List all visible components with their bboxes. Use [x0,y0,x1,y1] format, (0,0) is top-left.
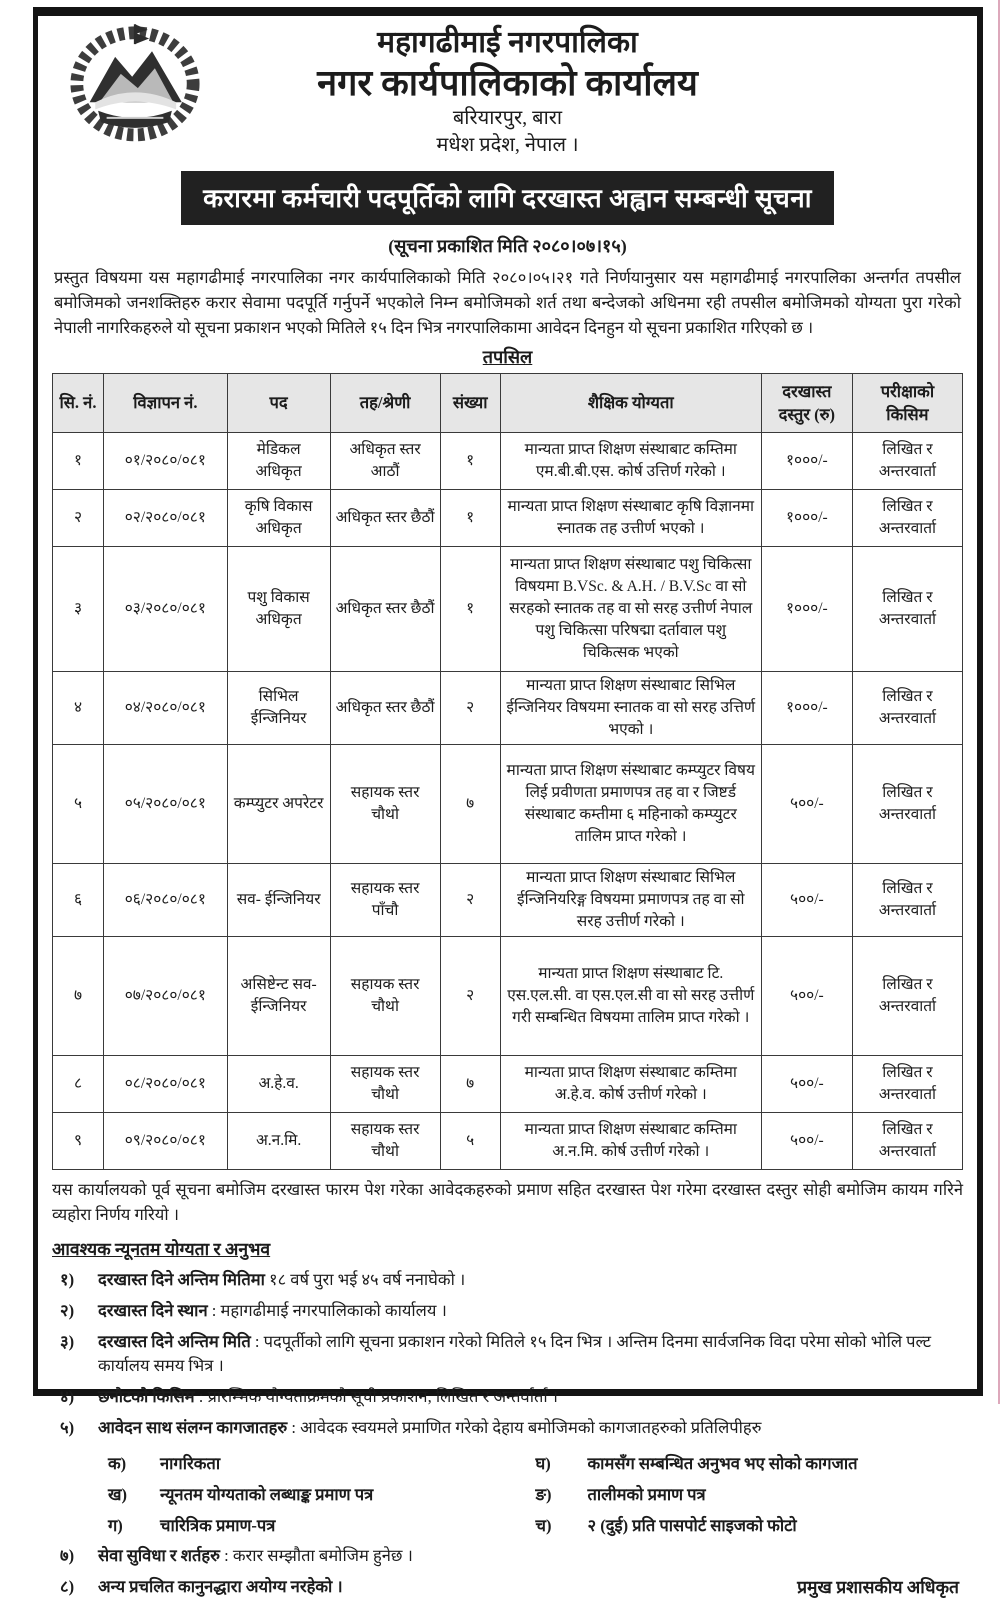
table-cell: मान्यता प्राप्त शिक्षण संस्थाबाट कम्तिमा अ.न.मि. कोर्ष उत्तीर्ण गरेको । [500,1112,761,1169]
table-cell: ७ [440,1055,500,1112]
table-cell: अधिकृत स्तर छैठौं [330,546,440,671]
table-row [53,546,963,671]
item-number: ७) [60,1546,75,1566]
documents-left-column [52,1444,508,1537]
document-header [52,20,963,159]
list-item-2 [52,1299,963,1323]
doc-letter: घ) [535,1453,551,1473]
doc-text: नागरिकता [160,1453,221,1473]
office-name: नगर कार्यपालिकाको कार्यालय [317,62,698,103]
item-number: १) [60,1270,75,1290]
table-cell: अ.न.मि. [227,1112,330,1169]
doc-letter: क) [108,1453,127,1473]
table-cell: ३ [53,546,104,671]
table-cell: मान्यता प्राप्त शिक्षण संस्थाबाट कम्तिमा एम.बी.बी.एस. कोर्ष उत्तिर्ण गरेको । [500,432,761,489]
item-number: ८) [60,1577,75,1597]
table-cell: ४ [53,671,104,744]
col-header-count: संख्या [440,373,500,432]
table-cell: मान्यता प्राप्त शिक्षण संस्थाबाट कम्प्युटर विषय लिई प्रवीणता प्रमाणपत्र तह वा र जिष्टर्ड संस्थाबाट कम्तीमा ६ महिनाको कम्प्युटर तालिम प्राप्त गरेको । [500,744,761,863]
table-cell: ६ [53,863,104,936]
table-cell: ०५/२०८०/०८१ [103,744,227,863]
table-cell: सिभिल ईन्जिनियर [227,671,330,744]
doc-text: कामसँग सम्बन्धित अनुभव भए सोको कागजात [587,1453,858,1473]
table-cell: १ [440,432,500,489]
requirements-heading: आवश्यक न्यूनतम योग्यता र अनुभव [52,1239,271,1260]
table-row [53,432,963,489]
table-cell: मान्यता प्राप्त शिक्षण संस्थाबाट टि. एस.एल.सी. वा एस.एल.सी वा सो सरह उत्तीर्ण गरी सम्बन्धित विषयमा तालिम प्राप्त गरेको । [500,936,761,1055]
table-cell: लिखित र अन्तरवार्ता [852,1055,962,1112]
doc-item-kha [52,1483,508,1506]
item-label: अन्य प्रचलित कानुनद्धारा अयोग्य नरहेको । [98,1577,343,1597]
table-cell: ५००/- [761,1112,852,1169]
table-cell: सहायक स्तर चौथो [330,744,440,863]
item-label: दरखास्त दिने स्थान [98,1301,208,1321]
table-cell: कृषि विकास अधिकृत [227,489,330,546]
item-text: : आवेदक स्वयमले प्रमाणित गरेको देहाय बमोजिमको कागजातहरुको प्रतिलिपीहरु [287,1418,762,1438]
table-cell: लिखित र अन्तरवार्ता [852,489,962,546]
table-cell: सव- ईन्जिनियर [227,863,330,936]
item-label: दरखास्त दिने अन्तिम मितिमा [98,1270,265,1290]
col-header-sn: सि. नं. [53,373,104,432]
address-line: बरियारपुर, बारा [452,106,563,129]
doc-letter: ङ) [535,1485,552,1505]
table-cell: १०००/- [761,489,852,546]
item-text: १८ वर्ष पुरा भई ४५ वर्ष ननाघेको । [264,1270,466,1290]
table-cell: मान्यता प्राप्त शिक्षण संस्थाबाट सिभिल ईन्जिनियरिङ्ग विषयमा प्रमाणपत्र तह वा सो सरह उत्तीर्ण गरेको । [500,863,761,936]
table-cell: असिष्टेन्ट सव-ईन्जिनियर [227,936,330,1055]
published-date-line: (सूचना प्रकाशित मिति २०८०।०७।१५) [388,235,627,256]
table-row [53,744,963,863]
item-text: : पदपूर्तीको लागि सूचना प्रकाशन गरेको मितिले १५ दिन भित्र । अन्तिम दिनमा सार्वजनिक विदा परेमा सोको भोलि पल्ट कार्यालय समय भित्र । [98,1332,932,1376]
item-text: : प्रारम्भिक योग्यताक्रमको सूची प्रकाशन, लिखित र अन्तर्वार्ता । [194,1387,559,1407]
item-number: ५) [60,1418,75,1438]
table-cell: लिखित र अन्तरवार्ता [852,1112,962,1169]
table-header-row [53,373,963,432]
doc-text: तालीमको प्रमाण पत्र [587,1485,706,1505]
item-label: छनौटको किसिम [98,1387,195,1407]
table-cell: मान्यता प्राप्त शिक्षण संस्थाबाट पशु चिकित्सा विषयमा B.VSc. & A.H. / B.V.Sc वा सो सरहको स्नातक तह वा सो सरह उत्तीर्ण नेपाल पशु चिकित्सा परिषद्मा दर्तावाल पशु चिकित्सक भएको [500,546,761,671]
last-line-row [52,1575,963,1599]
table-cell: मेडिकल अधिकृत [227,432,330,489]
item-label: सेवा सुविधा र शर्तहरु [98,1546,221,1566]
table-cell: ०४/२०८०/०८१ [103,671,227,744]
item-number: ३) [60,1332,75,1352]
table-cell: लिखित र अन्तरवार्ता [852,936,962,1055]
table-cell: लिखित र अन्तरवार्ता [852,671,962,744]
vacancy-table [52,373,963,1170]
table-cell: १०००/- [761,546,852,671]
doc-item-ka [52,1452,508,1475]
doc-item-gha [508,1452,964,1475]
signatory-title: प्रमुख प्रशासकीय अधिकृत [797,1577,959,1598]
col-header-fee: दरखास्त दस्तुर (रु) [761,373,852,432]
item-label: आवेदन साथ संलग्न कागजातहरु [98,1418,288,1438]
table-cell: ७ [53,936,104,1055]
table-cell: मान्यता प्राप्त शिक्षण संस्थाबाट सिभिल ईन्जिनियर विषयमा स्नातक वा सो सरह उत्तिर्ण भएको । [500,671,761,744]
doc-item-nga [508,1483,964,1506]
table-cell: १०००/- [761,671,852,744]
table-cell: २ [440,671,500,744]
table-cell: ७ [440,744,500,863]
intro-paragraph: प्रस्तुत विषयमा यस महागढीमाई नगरपालिका नगर कार्यपालिकाको मिति २०८०।०५।२१ गते निर्णयानुसार यस महागढीमाई नगरपालिका अन्तर्गत तपसील बमोजिमको जनशक्तिहरु करार सेवामा पदपूर्ति गर्नुपर्ने भएकोले निम्न बमोजिमको शर्त तथा बन्देजको अधिनमा रही तपसील बमोजिमको योग्यता पुरा गरेको नेपाली नागरिकहरुले यो सूचना प्रकाशन भएको मितिले १५ दिन भित्र नगरपालिकामा आवेदन दिनहुन यो सूचना प्रकाशित गरिएको छ । [54,267,961,337]
table-cell: सहायक स्तर चौथो [330,1112,440,1169]
doc-text: चारित्रिक प्रमाण-पत्र [160,1516,276,1536]
item-number: २) [60,1301,75,1321]
table-cell: लिखित र अन्तरवार्ता [852,546,962,671]
doc-text: २ (दुई) प्रति पासपोर्ट साइजको फोटो [587,1516,797,1536]
documents-columns [52,1444,963,1537]
table-cell: २ [440,936,500,1055]
post-table-paragraph: यस कार्यालयको पूर्व सूचना बमोजिम दरखास्त फारम पेश गरेका आवेदकहरुको प्रमाण सहित दरखास्त पेश गरेमा दरखास्त दस्तुर सोही बमोजिम कायम गरिने व्यहोरा निर्णय गरियो । [52,1179,963,1224]
table-cell: ०९/२०८०/०८१ [103,1112,227,1169]
col-header-level: तह/श्रेणी [330,373,440,432]
col-header-post: पद [227,373,330,432]
table-cell: ५ [53,744,104,863]
table-cell: ०६/२०८०/०८१ [103,863,227,936]
notice-page-frame [33,7,983,1598]
table-cell: अधिकृत स्तर आठौं [330,432,440,489]
table-row [53,936,963,1055]
table-cell: ०१/२०८०/०८१ [103,432,227,489]
table-cell: लिखित र अन्तरवार्ता [852,744,962,863]
table-cell: ०७/२०८०/०८१ [103,936,227,1055]
table-cell: अ.हे.व. [227,1055,330,1112]
scan-edge-artifact [998,0,1000,1404]
table-cell: ५००/- [761,744,852,863]
table-cell: लिखित र अन्तरवार्ता [852,863,962,936]
table-cell: कम्प्युटर अपरेटर [227,744,330,863]
table-cell: मान्यता प्राप्त शिक्षण संस्थाबाट कम्तिमा अ.हे.व. कोर्ष उत्तीर्ण गरेको । [500,1055,761,1112]
doc-letter: ख) [108,1485,127,1505]
table-cell: २ [53,489,104,546]
item-text: : करार सम्झौता बमोजिम हुनेछ । [220,1546,413,1566]
table-row [53,489,963,546]
table-cell: ९ [53,1112,104,1169]
doc-item-cha [508,1514,964,1537]
table-row [53,863,963,936]
notice-banner-wrap [52,171,963,225]
col-header-qualification: शैक्षिक योग्यता [500,373,761,432]
documents-right-column [508,1444,964,1537]
table-cell: १०००/- [761,432,852,489]
table-cell: ५००/- [761,863,852,936]
table-cell: १ [53,432,104,489]
table-cell: अधिकृत स्तर छैठौं [330,489,440,546]
table-row [53,1055,963,1112]
table-cell: २ [440,863,500,936]
list-item-5 [52,1416,963,1440]
doc-item-ga [52,1514,508,1537]
table-cell: लिखित र अन्तरवार्ता [852,432,962,489]
list-item-7 [52,1544,963,1568]
list-item-4 [52,1385,963,1409]
item-label: दरखास्त दिने अन्तिम मिति [98,1332,251,1352]
list-item-1 [52,1268,963,1292]
table-row [53,1112,963,1169]
doc-letter: ग) [108,1516,123,1536]
table-cell: ८ [53,1055,104,1112]
province-line: मधेश प्रदेश, नेपाल । [436,133,579,156]
table-cell: अधिकृत स्तर छैठौं [330,671,440,744]
table-cell: ०८/२०८०/०८१ [103,1055,227,1112]
table-cell: ०२/२०८०/०८१ [103,489,227,546]
doc-text: न्यूनतम योग्यताको लब्धाङ्क प्रमाण पत्र [160,1485,374,1505]
table-cell: १ [440,546,500,671]
table-cell: ५००/- [761,936,852,1055]
table-cell: ०३/२०८०/०८१ [103,546,227,671]
municipality-name: महागढीमाई नगरपालिका [377,26,638,59]
table-cell: १ [440,489,500,546]
table-cell: सहायक स्तर पाँचौ [330,863,440,936]
notice-title-banner: करारमा कर्मचारी पदपूर्तिको लागि दरखास्त अह्वान सम्बन्धी सूचना [181,171,834,225]
col-header-advert-no: विज्ञापन नं. [103,373,227,432]
table-cell: ५००/- [761,1055,852,1112]
table-cell: ५ [440,1112,500,1169]
table-row [53,671,963,744]
col-header-exam-type: परीक्षाको किसिम [852,373,962,432]
table-title: तपसिल [482,346,533,367]
list-item-8 [52,1575,797,1599]
table-cell: सहायक स्तर चौथो [330,1055,440,1112]
municipality-emblem-icon [60,20,210,142]
list-item-3 [52,1330,963,1378]
doc-letter: च) [535,1516,552,1536]
item-number: ४) [60,1387,75,1407]
table-cell: मान्यता प्राप्त शिक्षण संस्थाबाट कृषि विज्ञानमा स्नातक तह उत्तीर्ण भएको । [500,489,761,546]
item-text: : महागढीमाई नगरपालिकाको कार्यालय । [207,1301,447,1321]
table-cell: सहायक स्तर चौथो [330,936,440,1055]
table-cell: पशु विकास अधिकृत [227,546,330,671]
